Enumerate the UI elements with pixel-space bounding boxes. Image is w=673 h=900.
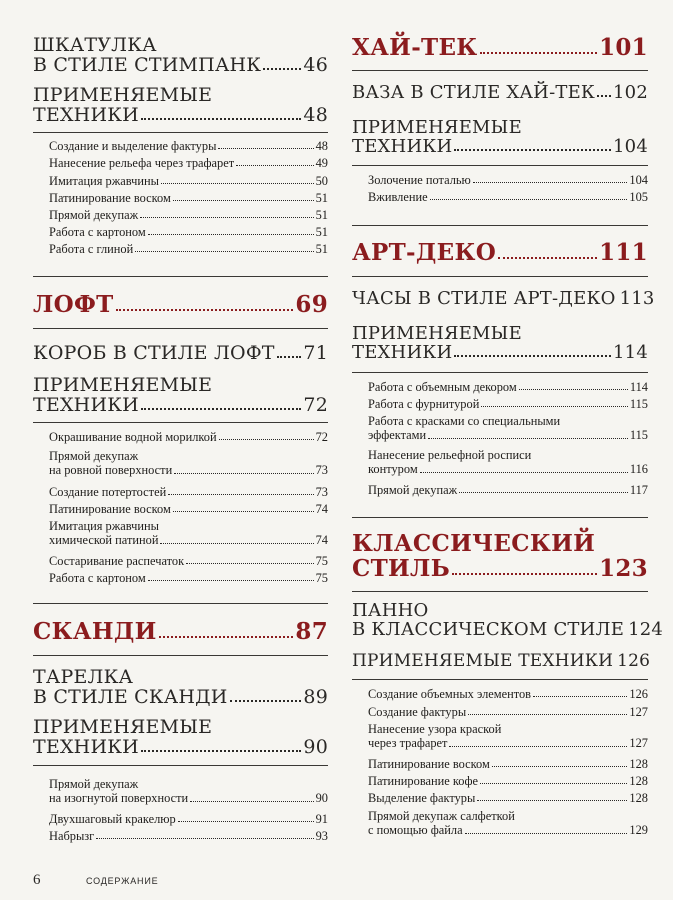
divider xyxy=(352,276,648,277)
dot-leader xyxy=(468,714,627,715)
section-title: СКАНДИ xyxy=(33,618,157,645)
item-page: 115 xyxy=(629,428,648,443)
toc-item[interactable] xyxy=(368,449,648,476)
entry-title-line1: ПРИМЕНЯЕМЫЕ xyxy=(33,84,213,106)
item-text: Патинирование кофе xyxy=(368,774,478,788)
item-text-line1: Нанесение рельефной росписи xyxy=(368,448,532,462)
dot-leader xyxy=(141,408,302,410)
item-page: 128 xyxy=(629,757,648,771)
item-page: 127 xyxy=(629,705,648,719)
toc-item[interactable] xyxy=(368,758,648,770)
toc-item[interactable] xyxy=(49,486,328,498)
divider xyxy=(352,372,648,373)
item-text-line2: эффектами xyxy=(368,428,427,443)
dot-leader xyxy=(173,200,314,201)
divider xyxy=(33,422,328,423)
item-text: Создание и выделение фактуры xyxy=(49,139,217,153)
item-text: Имитация ржавчины xyxy=(49,174,159,188)
toc-item[interactable] xyxy=(368,775,648,787)
divider xyxy=(352,70,648,71)
dot-leader xyxy=(148,580,314,581)
entry-page: 72 xyxy=(303,394,328,416)
dot-leader xyxy=(160,543,313,544)
item-page: 75 xyxy=(315,571,328,585)
toc-item[interactable] xyxy=(368,688,648,700)
item-text-line2: с помощью файла xyxy=(368,823,463,838)
toc-item[interactable] xyxy=(49,226,328,238)
entry-title-line1: ПАННО xyxy=(352,600,429,621)
item-page: 74 xyxy=(315,533,328,548)
item-page: 117 xyxy=(629,483,648,497)
section-title-line1: КЛАССИЧЕСКИЙ xyxy=(352,530,596,557)
page-number: 6 xyxy=(33,872,41,888)
section-title: ЛОФТ xyxy=(33,291,114,318)
entry-title-line1: ПРИМЕНЯЕМЫЕ xyxy=(33,716,213,738)
dot-leader xyxy=(173,511,314,512)
divider xyxy=(352,517,648,518)
dot-leader xyxy=(135,251,313,252)
dot-leader xyxy=(148,234,314,235)
section-page: 123 xyxy=(599,555,648,582)
entry-page: 90 xyxy=(303,736,328,758)
section-title-line2: СТИЛЬ xyxy=(352,555,450,582)
entry-page: 89 xyxy=(303,686,328,708)
dot-leader xyxy=(428,438,628,439)
entry-page: 46 xyxy=(303,54,328,76)
item-text-line1: Прямой декупаж xyxy=(49,449,139,463)
toc-section-artdeco[interactable] xyxy=(352,241,648,264)
dot-leader xyxy=(449,746,627,747)
item-text: Работа с глиной xyxy=(49,242,134,256)
dot-leader xyxy=(473,182,628,183)
entry-title-line2: ТЕХНИКИ xyxy=(33,104,139,126)
entry-page: 124 xyxy=(628,619,664,640)
item-page: 104 xyxy=(629,173,648,187)
item-page: 51 xyxy=(315,242,328,256)
toc-item[interactable] xyxy=(49,140,328,152)
item-text: Выделение фактуры xyxy=(368,791,476,805)
item-page: 105 xyxy=(629,190,648,204)
entry-page: 71 xyxy=(303,342,328,364)
item-text: Патинирование воском xyxy=(49,502,171,516)
toc-item[interactable] xyxy=(49,209,328,221)
dot-leader xyxy=(236,165,313,166)
dot-leader xyxy=(140,217,313,218)
toc-item[interactable] xyxy=(49,175,328,187)
item-page: 93 xyxy=(315,829,328,843)
entry-title: ПРИМЕНЯЕМЫЕ ТЕХНИКИ xyxy=(352,651,614,671)
toc-item[interactable] xyxy=(49,503,328,515)
item-page: 72 xyxy=(315,430,328,444)
toc-section-hitech[interactable] xyxy=(352,36,648,59)
divider xyxy=(33,132,328,133)
toc-item[interactable] xyxy=(49,778,328,805)
item-text-line2: на ровной поверхности xyxy=(49,463,173,478)
dot-leader xyxy=(141,750,302,752)
toc-item[interactable] xyxy=(368,723,648,750)
item-page: 48 xyxy=(315,139,328,153)
dot-leader xyxy=(454,149,611,151)
entry-title-line2: В КЛАССИЧЕСКОМ СТИЛЕ xyxy=(352,619,625,640)
section-page: 111 xyxy=(599,239,648,266)
item-page: 51 xyxy=(315,208,328,222)
dot-leader xyxy=(430,199,628,200)
divider xyxy=(352,679,648,680)
item-page: 128 xyxy=(629,791,648,805)
item-text: Прямой декупаж xyxy=(368,483,458,497)
dot-leader xyxy=(141,118,302,120)
toc-section-classic[interactable] xyxy=(352,532,648,580)
item-text: Золочение поталью xyxy=(368,173,471,187)
item-text: Создание объемных элементов xyxy=(368,687,532,701)
toc-item[interactable] xyxy=(49,157,328,169)
item-page: 73 xyxy=(315,485,328,499)
toc-item[interactable] xyxy=(368,398,648,410)
section-title: АРТ-ДЕКО xyxy=(352,239,497,266)
item-text: Создание фактуры xyxy=(368,705,467,719)
toc-section-loft[interactable] xyxy=(33,293,328,316)
item-text: Прямой декупаж xyxy=(49,208,139,222)
entry-page: 48 xyxy=(303,104,328,126)
item-text: Работа с картоном xyxy=(49,571,146,585)
item-page: 91 xyxy=(315,812,328,826)
toc-item[interactable] xyxy=(368,810,648,837)
item-text: Набрызг xyxy=(49,829,95,843)
toc-item[interactable] xyxy=(49,520,328,547)
item-text: Нанесение рельефа через трафарет xyxy=(49,156,235,170)
item-text-line1: Работа с красками со специальными xyxy=(368,414,561,428)
entry-title-line1: ПРИМЕНЯЕМЫЕ xyxy=(352,323,522,344)
item-page: 90 xyxy=(315,791,328,806)
toc-item[interactable] xyxy=(49,450,328,477)
item-text-line1: Прямой декупаж салфеткой xyxy=(368,809,515,823)
item-text: Патинирование воском xyxy=(49,191,171,205)
toc-item[interactable] xyxy=(368,484,648,496)
divider xyxy=(352,165,648,166)
divider xyxy=(33,328,328,329)
dot-leader xyxy=(481,406,628,407)
item-text: Вживление xyxy=(368,190,428,204)
dot-leader xyxy=(219,439,314,440)
item-page: 51 xyxy=(315,225,328,239)
toc-entry-main[interactable] xyxy=(33,36,328,75)
item-text: Работа с фурнитурой xyxy=(368,397,480,411)
entry-title: КОРОБ В СТИЛЕ ЛОФТ xyxy=(33,342,275,364)
toc-item[interactable] xyxy=(49,192,328,204)
toc-entry-techniques[interactable] xyxy=(33,86,328,125)
entry-title: ВАЗА В СТИЛЕ ХАЙ-ТЕК xyxy=(352,82,596,103)
dot-leader xyxy=(454,355,611,357)
item-text: Окрашивание водной морилкой xyxy=(49,430,217,444)
dot-leader xyxy=(492,766,628,767)
entry-page: 113 xyxy=(619,288,655,309)
dot-leader xyxy=(263,68,301,70)
toc-entry-techniques[interactable] xyxy=(352,651,651,671)
dot-leader xyxy=(186,563,314,564)
section-title: ХАЙ-ТЕК xyxy=(352,34,478,61)
item-page: 73 xyxy=(315,463,328,478)
toc-entry-techniques[interactable] xyxy=(352,119,648,156)
toc-entry-main[interactable] xyxy=(352,288,655,309)
item-page: 126 xyxy=(629,687,648,701)
dot-leader xyxy=(190,801,313,802)
item-text-line2: контуром xyxy=(368,462,418,477)
toc-entry-techniques[interactable] xyxy=(33,376,328,415)
toc-item[interactable] xyxy=(49,830,328,842)
dot-leader xyxy=(168,494,313,495)
entry-page: 102 xyxy=(613,82,648,103)
toc-item[interactable] xyxy=(368,415,648,442)
item-text-line2: химической патиной xyxy=(49,533,159,548)
toc-item[interactable] xyxy=(49,431,328,443)
section-page: 87 xyxy=(295,618,328,645)
toc-entry-main[interactable] xyxy=(352,84,648,102)
toc-section-scandi[interactable] xyxy=(33,620,328,643)
section-page: 69 xyxy=(295,291,328,318)
entry-title-line1: ПРИМЕНЯЕМЫЕ xyxy=(352,117,522,138)
entry-title-line1: ПРИМЕНЯЕМЫЕ xyxy=(33,374,213,396)
entry-title-line2: В СТИЛЕ СТИМПАНК xyxy=(33,54,262,76)
item-text-line1: Имитация ржавчины xyxy=(49,519,159,533)
dot-leader xyxy=(159,636,294,638)
toc-item[interactable] xyxy=(49,555,328,567)
dot-leader xyxy=(480,52,598,54)
dot-leader xyxy=(597,95,611,97)
dot-leader xyxy=(116,309,294,311)
item-text: Патинирование воском xyxy=(368,757,490,771)
divider xyxy=(352,225,648,226)
section-page: 101 xyxy=(599,34,648,61)
entry-title-line1: ШКАТУЛКА xyxy=(33,34,157,56)
toc-entry-main[interactable] xyxy=(352,600,664,640)
divider xyxy=(33,655,328,656)
entry-title-line2: ТЕХНИКИ xyxy=(33,394,139,416)
toc-item[interactable] xyxy=(49,813,328,825)
toc-entry-techniques[interactable] xyxy=(33,718,328,757)
running-footer-label: СОДЕРЖАНИЕ xyxy=(86,876,159,886)
dot-leader xyxy=(420,472,628,473)
item-text-line1: Прямой декупаж xyxy=(49,777,139,791)
item-page: 51 xyxy=(315,191,328,205)
dot-leader xyxy=(218,148,313,149)
toc-item[interactable] xyxy=(368,174,648,186)
item-page: 127 xyxy=(629,736,648,751)
entry-page: 104 xyxy=(613,136,648,157)
item-page: 49 xyxy=(315,156,328,170)
toc-item[interactable] xyxy=(368,191,648,203)
toc-entry-main[interactable] xyxy=(33,344,328,363)
dot-leader xyxy=(519,389,628,390)
entry-title-line1: ТАРЕЛКА xyxy=(33,666,134,688)
divider xyxy=(33,603,328,604)
toc-item[interactable] xyxy=(368,706,648,718)
dot-leader xyxy=(465,833,628,834)
item-text-line2: через трафарет xyxy=(368,736,448,751)
item-page: 114 xyxy=(629,380,648,394)
entry-title-line2: В СТИЛЕ СКАНДИ xyxy=(33,686,228,708)
item-page: 75 xyxy=(315,554,328,568)
toc-entry-techniques[interactable] xyxy=(352,325,648,362)
toc-item[interactable] xyxy=(49,243,328,255)
dot-leader xyxy=(230,700,302,702)
dot-leader xyxy=(498,257,597,259)
item-text: Работа с картоном xyxy=(49,225,146,239)
item-text: Создание потертостей xyxy=(49,485,167,499)
item-page: 50 xyxy=(315,174,328,188)
entry-page: 126 xyxy=(617,651,651,671)
divider xyxy=(352,591,648,592)
item-text-line1: Нанесение узора краской xyxy=(368,722,502,736)
entry-title-line2: ТЕХНИКИ xyxy=(352,136,453,157)
toc-item[interactable] xyxy=(49,572,328,584)
dot-leader xyxy=(174,473,313,474)
entry-title: ЧАСЫ В СТИЛЕ АРТ-ДЕКО xyxy=(352,288,616,309)
entry-title-line2: ТЕХНИКИ xyxy=(33,736,139,758)
entry-page: 114 xyxy=(613,342,648,363)
divider xyxy=(33,765,328,766)
item-page: 115 xyxy=(629,397,648,411)
item-page: 129 xyxy=(629,823,648,838)
dot-leader xyxy=(533,696,627,697)
dot-leader xyxy=(178,821,314,822)
toc-entry-main[interactable] xyxy=(33,668,328,707)
toc-item[interactable] xyxy=(368,792,648,804)
dot-leader xyxy=(477,800,627,801)
dot-leader xyxy=(459,492,628,493)
divider xyxy=(33,276,328,277)
item-page: 116 xyxy=(629,462,648,477)
item-text: Двухшаговый кракелюр xyxy=(49,812,176,826)
item-text-line2: на изогнутой поверхности xyxy=(49,791,189,806)
dot-leader xyxy=(480,783,627,784)
item-page: 74 xyxy=(315,502,328,516)
dot-leader xyxy=(161,183,314,184)
item-text: Состаривание распечаток xyxy=(49,554,185,568)
item-text: Работа с объемным декором xyxy=(368,380,517,394)
item-page: 128 xyxy=(629,774,648,788)
dot-leader xyxy=(277,356,302,358)
dot-leader xyxy=(96,838,313,839)
dot-leader xyxy=(452,573,597,575)
toc-item[interactable] xyxy=(368,381,648,393)
entry-title-line2: ТЕХНИКИ xyxy=(352,342,453,363)
